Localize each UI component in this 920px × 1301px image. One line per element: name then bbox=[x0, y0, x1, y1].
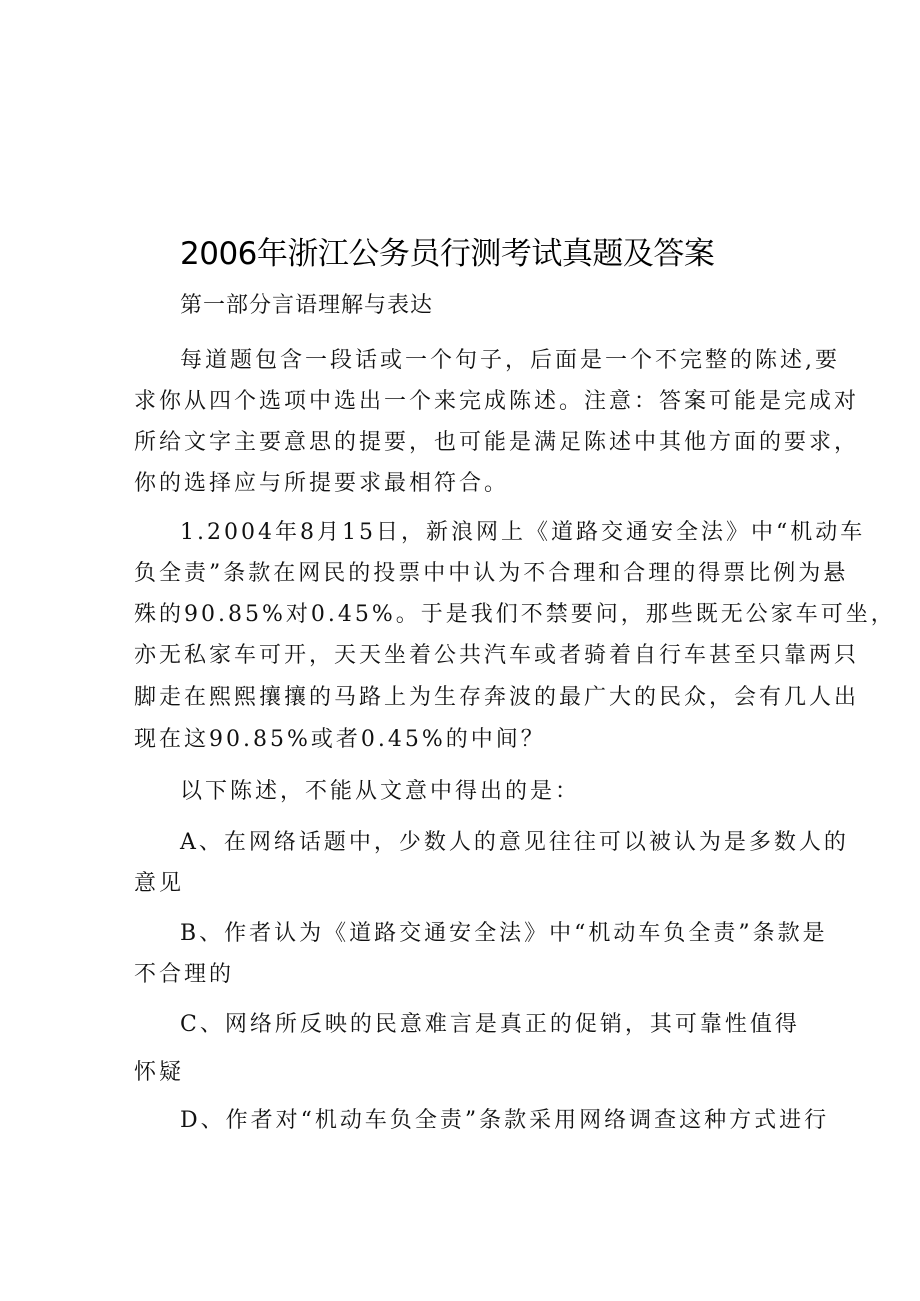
question-passage-line: 负全责”条款在网民的投票中中认为不合理和合理的得票比例为悬 bbox=[134, 561, 849, 586]
document-title: 2006年浙江公务员行测考试真题及答案 bbox=[180, 236, 715, 272]
instructions-line: 每道题包含一段话或一个句子，后面是一个不完整的陈述,要 bbox=[180, 348, 840, 373]
option-b: B、作者认为《道路交通安全法》中“机动车负全责”条款是 bbox=[180, 921, 828, 946]
question-passage-line: 亦无私家车可开，天天坐着公共汽车或者骑着自行车甚至只靠两只 bbox=[134, 643, 860, 668]
section-heading: 第一部分言语理解与表达 bbox=[180, 293, 434, 318]
question-passage-line: 现在这90.85%或者0.45%的中间？ bbox=[134, 727, 546, 752]
question-stem: 以下陈述，不能从文意中得出的是： bbox=[180, 779, 581, 804]
question-passage-line: 1.2004年8月15日，新浪网上《道路交通安全法》中“机动车 bbox=[180, 520, 866, 545]
option-a: A、在网络话题中，少数人的意见往往可以被认为是多数人的 bbox=[180, 830, 849, 855]
option-d: D、作者对“机动车负全责”条款采用网络调查这种方式进行 bbox=[180, 1108, 830, 1133]
question-passage-line: 脚走在熙熙攘攘的马路上为生存奔波的最广大的民众，会有几人出 bbox=[134, 685, 860, 710]
option-a-continued: 意见 bbox=[134, 871, 185, 896]
option-c: C、网络所反映的民意难言是真正的促销，其可靠性值得 bbox=[180, 1012, 800, 1037]
instructions-line: 你的选择应与所提要求最相符合。 bbox=[134, 471, 510, 496]
instructions-line: 求你从四个选项中选出一个来完成陈述。注意：答案可能是完成对 bbox=[134, 389, 860, 414]
option-c-continued: 怀疑 bbox=[134, 1060, 185, 1085]
instructions-line: 所给文字主要意思的提要，也可能是满足陈述中其他方面的要求， bbox=[134, 430, 860, 455]
question-passage-line: 殊的90.85%对0.45%。于是我们不禁要问，那些既无公家车可坐， bbox=[134, 602, 896, 627]
option-b-continued: 不合理的 bbox=[134, 962, 235, 987]
